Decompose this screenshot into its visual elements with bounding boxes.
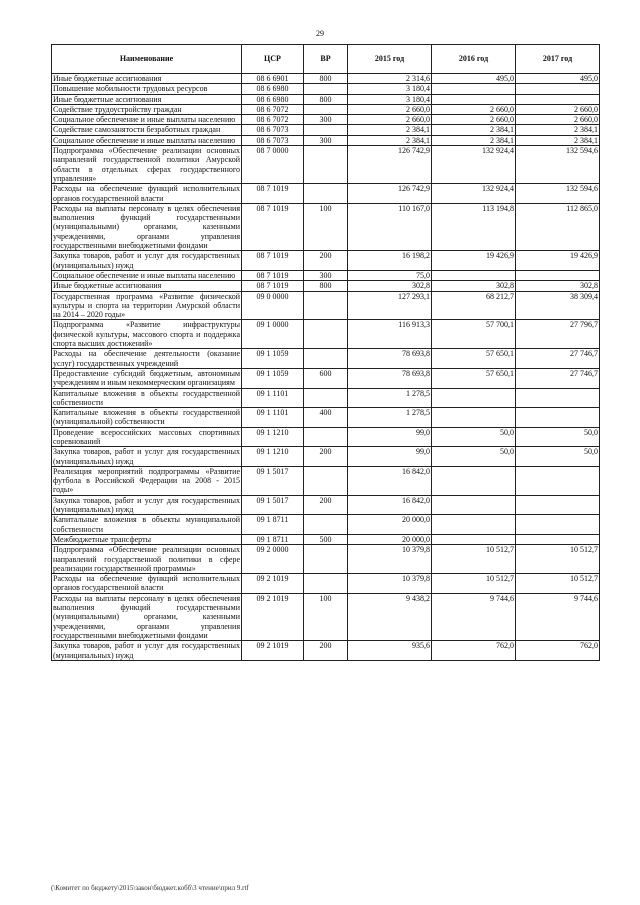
table-row (52, 184, 600, 204)
table-row (52, 368, 600, 388)
row-vr: 500 (304, 534, 348, 544)
row-2015: 935,6 (348, 641, 432, 661)
row-2015: 1 278,5 (348, 408, 432, 428)
table-row (52, 466, 600, 495)
row-2017: 132 594,6 (516, 184, 600, 204)
row-2016: 19 426,9 (432, 251, 516, 271)
row-2016: 302,8 (432, 281, 516, 291)
table-row (52, 203, 600, 250)
row-vr: 400 (304, 408, 348, 428)
row-2017: 27 746,7 (516, 349, 600, 369)
row-2016: 132 924,4 (432, 184, 516, 204)
budget-table (51, 44, 600, 661)
row-2017: 495,0 (516, 74, 600, 84)
row-2017: 10 512,7 (516, 545, 600, 574)
row-csr: 09 1 5017 (242, 466, 304, 495)
row-2016: 762,0 (432, 641, 516, 661)
row-2017 (516, 270, 600, 280)
row-2016 (432, 94, 516, 104)
row-csr: 09 1 1101 (242, 388, 304, 408)
row-name: Реализация мероприятий подпрограммы «Развитие футбола в Российской Федерации на 2008 - 2015 годы» (53, 466, 240, 495)
row-2015: 2 314,6 (348, 74, 432, 84)
table-row (52, 84, 600, 94)
row-vr (304, 349, 348, 369)
row-csr: 08 6 6980 (242, 94, 304, 104)
row-2016 (432, 408, 516, 428)
table-row (52, 545, 600, 574)
row-2015: 9 438,2 (348, 593, 432, 640)
row-2015: 16 842,0 (348, 466, 432, 495)
table-row (52, 320, 600, 349)
row-2016 (432, 534, 516, 544)
row-name: Межбюджетные трансферты (52, 534, 242, 544)
row-2015: 20 000,0 (348, 515, 432, 535)
row-vr: 100 (304, 203, 348, 250)
row-name: Социальное обеспечение и иные выплаты населению (52, 115, 242, 125)
row-2016: 57 650,1 (432, 368, 516, 388)
row-2017 (516, 534, 600, 544)
row-name: Иные бюджетные ассигнования (52, 94, 242, 104)
table-row (52, 534, 600, 544)
row-2017: 112 865,0 (516, 203, 600, 250)
row-name: Капитальные вложения в объекты государственной (муниципальной) собственности (53, 408, 240, 427)
row-name: Содействие самозанятости безработных граждан (52, 125, 242, 135)
row-vr (304, 84, 348, 94)
row-2015: 78 693,8 (348, 349, 432, 369)
table-row (52, 427, 600, 447)
table-row (52, 104, 600, 114)
row-csr: 08 7 1019 (242, 203, 304, 250)
table-row (52, 270, 600, 280)
row-2015: 116 913,3 (348, 320, 432, 349)
row-csr: 09 1 1210 (242, 427, 304, 447)
header-2016: 2016 год (432, 45, 516, 74)
row-vr: 200 (304, 447, 348, 467)
table-row (52, 251, 600, 271)
table-row (52, 74, 600, 84)
row-2017: 2 384,1 (516, 125, 600, 135)
row-csr: 08 6 6901 (242, 74, 304, 84)
row-2016 (432, 388, 516, 408)
row-2015: 110 167,0 (348, 203, 432, 250)
row-2016: 57 700,1 (432, 320, 516, 349)
row-2016 (432, 270, 516, 280)
table-row (52, 291, 600, 320)
row-2016: 132 924,4 (432, 146, 516, 184)
row-vr: 800 (304, 94, 348, 104)
table-row (52, 135, 600, 145)
row-vr: 800 (304, 281, 348, 291)
row-csr: 09 2 0000 (242, 545, 304, 574)
row-2015: 2 660,0 (348, 115, 432, 125)
row-2016: 2 660,0 (432, 104, 516, 114)
row-csr: 09 1 5017 (242, 495, 304, 515)
row-csr: 09 1 1101 (242, 408, 304, 428)
row-2017 (516, 84, 600, 94)
row-2017: 27 796,7 (516, 320, 600, 349)
row-vr (304, 320, 348, 349)
row-csr: 09 1 8711 (242, 515, 304, 535)
row-2017 (516, 94, 600, 104)
row-2017 (516, 495, 600, 515)
row-csr: 09 2 1019 (242, 641, 304, 661)
row-2017: 10 512,7 (516, 574, 600, 594)
row-2015: 16 198,2 (348, 251, 432, 271)
row-name: Расходы на обеспечение функций исполнительных органов государственной власти (53, 184, 240, 203)
row-vr (304, 125, 348, 135)
row-2016 (432, 466, 516, 495)
row-csr: 08 7 1019 (242, 251, 304, 271)
header-2015: 2015 год (348, 45, 432, 74)
row-csr: 08 6 7072 (242, 104, 304, 114)
row-2016: 9 744,6 (432, 593, 516, 640)
row-name: Подпрограмма «Обеспечение реализации основных направлений государственной политики в сфере реализации государственной программы» (53, 545, 240, 573)
row-vr (304, 545, 348, 574)
table-row (52, 115, 600, 125)
row-2016: 50,0 (432, 427, 516, 447)
row-2016: 10 512,7 (432, 574, 516, 594)
row-2015: 10 379,8 (348, 545, 432, 574)
row-2015: 2 384,1 (348, 125, 432, 135)
row-vr: 300 (304, 135, 348, 145)
row-2015: 10 379,8 (348, 574, 432, 594)
row-name: Закупка товаров, работ и услуг для государственных (муниципальных) нужд (53, 495, 240, 515)
row-csr: 08 7 0000 (242, 146, 304, 184)
row-2017: 9 744,6 (516, 593, 600, 640)
row-name: Расходы на обеспечение функций исполнительных органов государственной власти (53, 574, 240, 593)
row-2015: 127 293,1 (348, 291, 432, 320)
file-path-footer: (\Комитет по бюджету\2015\закон\бюджет.кобб\3 чтение\прил 9.rtf (51, 884, 249, 892)
row-2017: 38 309,4 (516, 291, 600, 320)
row-csr: 09 2 1019 (242, 574, 304, 594)
row-2015: 78 693,8 (348, 368, 432, 388)
row-csr: 09 1 1059 (242, 368, 304, 388)
table-row (52, 447, 600, 467)
row-name: Капитальные вложения в объекты муниципальной собственности (53, 515, 240, 534)
row-vr: 800 (304, 74, 348, 84)
row-2015: 99,0 (348, 447, 432, 467)
row-vr (304, 388, 348, 408)
row-name: Иные бюджетные ассигнования (52, 74, 242, 84)
row-vr (304, 146, 348, 184)
page-number: 29 (316, 29, 324, 38)
table-row (52, 349, 600, 369)
row-2016: 113 194,8 (432, 203, 516, 250)
row-csr: 09 1 1210 (242, 447, 304, 467)
row-2015: 1 278,5 (348, 388, 432, 408)
row-2017: 50,0 (516, 427, 600, 447)
row-2016: 2 384,1 (432, 135, 516, 145)
table-row (52, 125, 600, 135)
row-name: Подпрограмма «Обеспечение реализации основных направлений государственной политики Амурской области в отдельных сферах государственного управления» (53, 146, 240, 183)
table-row (52, 94, 600, 104)
row-2015: 126 742,9 (348, 146, 432, 184)
row-2015: 20 000,0 (348, 534, 432, 544)
row-csr: 09 0 0000 (242, 291, 304, 320)
row-2016: 68 212,7 (432, 291, 516, 320)
row-csr: 08 6 6980 (242, 84, 304, 94)
header-2017: 2017 год (516, 45, 600, 74)
row-name: Расходы на выплаты персоналу в целях обеспечения выполнения функций государственными (муниципальными) органами, казенными учреждениями, органами управления государственными внебюджетными фондами (53, 203, 240, 251)
table-row (52, 388, 600, 408)
row-name: Подпрограмма «Развитие инфраструктуры физической культуры, массового спорта и поддержка спорта высших достижений» (53, 320, 240, 349)
header-name: Наименование (52, 45, 242, 74)
row-2016 (432, 515, 516, 535)
row-vr: 200 (304, 641, 348, 661)
row-2017: 2 660,0 (516, 115, 600, 125)
row-csr: 08 7 1019 (242, 270, 304, 280)
row-2017: 50,0 (516, 447, 600, 467)
row-2017: 2 384,1 (516, 135, 600, 145)
row-vr (304, 184, 348, 204)
row-2015: 126 742,9 (348, 184, 432, 204)
row-csr: 08 6 7073 (242, 135, 304, 145)
row-name: Расходы на выплаты персоналу в целях обеспечения выполнения функций государственными (муниципальными) органами, казенными учреждениями, органами управления государственными внебюджетными фондами (53, 593, 240, 640)
row-2016: 57 650,1 (432, 349, 516, 369)
table-row (52, 515, 600, 535)
row-2017 (516, 408, 600, 428)
row-csr: 08 7 1019 (242, 184, 304, 204)
table-row (52, 281, 600, 291)
header-csr: ЦСР (242, 45, 304, 74)
row-vr: 300 (304, 270, 348, 280)
table-row (52, 408, 600, 428)
table-row (52, 593, 600, 640)
row-2015: 302,8 (348, 281, 432, 291)
row-vr (304, 515, 348, 535)
row-2015: 99,0 (348, 427, 432, 447)
row-2017: 19 426,9 (516, 251, 600, 271)
row-vr: 600 (304, 368, 348, 388)
row-name: Капитальные вложения в объекты государственной собственности (53, 388, 240, 407)
row-name: Закупка товаров, работ и услуг для государственных (муниципальных) нужд (53, 251, 240, 270)
row-2015: 16 842,0 (348, 495, 432, 515)
row-2016 (432, 495, 516, 515)
row-name: Предоставление субсидий бюджетным, автономным учреждениям и иным некоммерческим организациям (53, 368, 240, 388)
row-name: Содействие трудоустройству граждан (52, 104, 242, 114)
row-2016: 50,0 (432, 447, 516, 467)
row-2016: 10 512,7 (432, 545, 516, 574)
row-vr: 200 (304, 495, 348, 515)
row-2017: 132 594,6 (516, 146, 600, 184)
table-row (52, 641, 600, 661)
row-2017: 302,8 (516, 281, 600, 291)
row-name: Социальное обеспечение и иные выплаты населению (52, 270, 242, 280)
row-vr (304, 427, 348, 447)
row-csr: 09 1 0000 (242, 320, 304, 349)
row-2017: 2 660,0 (516, 104, 600, 114)
row-csr: 09 1 8711 (242, 534, 304, 544)
row-2016: 2 660,0 (432, 115, 516, 125)
row-2017 (516, 466, 600, 495)
row-name: Повышение мобильности трудовых ресурсов (52, 84, 242, 94)
row-vr (304, 104, 348, 114)
row-2017 (516, 388, 600, 408)
row-name: Социальное обеспечение и иные выплаты населению (52, 135, 242, 145)
row-vr: 100 (304, 593, 348, 640)
row-vr (304, 574, 348, 594)
header-vr: ВР (304, 45, 348, 74)
row-csr: 08 6 7073 (242, 125, 304, 135)
table-row (52, 574, 600, 594)
row-2015: 2 660,0 (348, 104, 432, 114)
row-2015: 2 384,1 (348, 135, 432, 145)
row-csr: 09 1 1059 (242, 349, 304, 369)
row-name: Иные бюджетные ассигнования (52, 281, 242, 291)
row-2017: 762,0 (516, 641, 600, 661)
row-2015: 3 180,4 (348, 94, 432, 104)
row-name: Закупка товаров, работ и услуг для государственных (муниципальных) нужд (53, 641, 240, 660)
table-row (52, 146, 600, 184)
row-name: Проведение всероссийских массовых спортивных соревнований (53, 427, 240, 446)
row-vr (304, 466, 348, 495)
row-csr: 08 7 1019 (242, 281, 304, 291)
row-vr: 300 (304, 115, 348, 125)
row-2017 (516, 515, 600, 535)
row-name: Государственная программа «Развитие физической культуры и спорта на территории Амурской области на 2014 – 2020 годы» (53, 291, 240, 320)
row-csr: 08 6 7072 (242, 115, 304, 125)
table-row (52, 495, 600, 515)
table-header-row (52, 45, 600, 74)
row-2015: 75,0 (348, 270, 432, 280)
row-vr (304, 291, 348, 320)
row-2016 (432, 84, 516, 94)
row-csr: 09 2 1019 (242, 593, 304, 640)
row-2016: 495,0 (432, 74, 516, 84)
row-2017: 27 746,7 (516, 368, 600, 388)
row-vr: 200 (304, 251, 348, 271)
row-2016: 2 384,1 (432, 125, 516, 135)
row-name: Закупка товаров, работ и услуг для государственных (муниципальных) нужд (53, 447, 240, 466)
row-name: Расходы на обеспечение деятельности (оказание услуг) государственных учреждений (53, 349, 240, 368)
row-2015: 3 180,4 (348, 84, 432, 94)
